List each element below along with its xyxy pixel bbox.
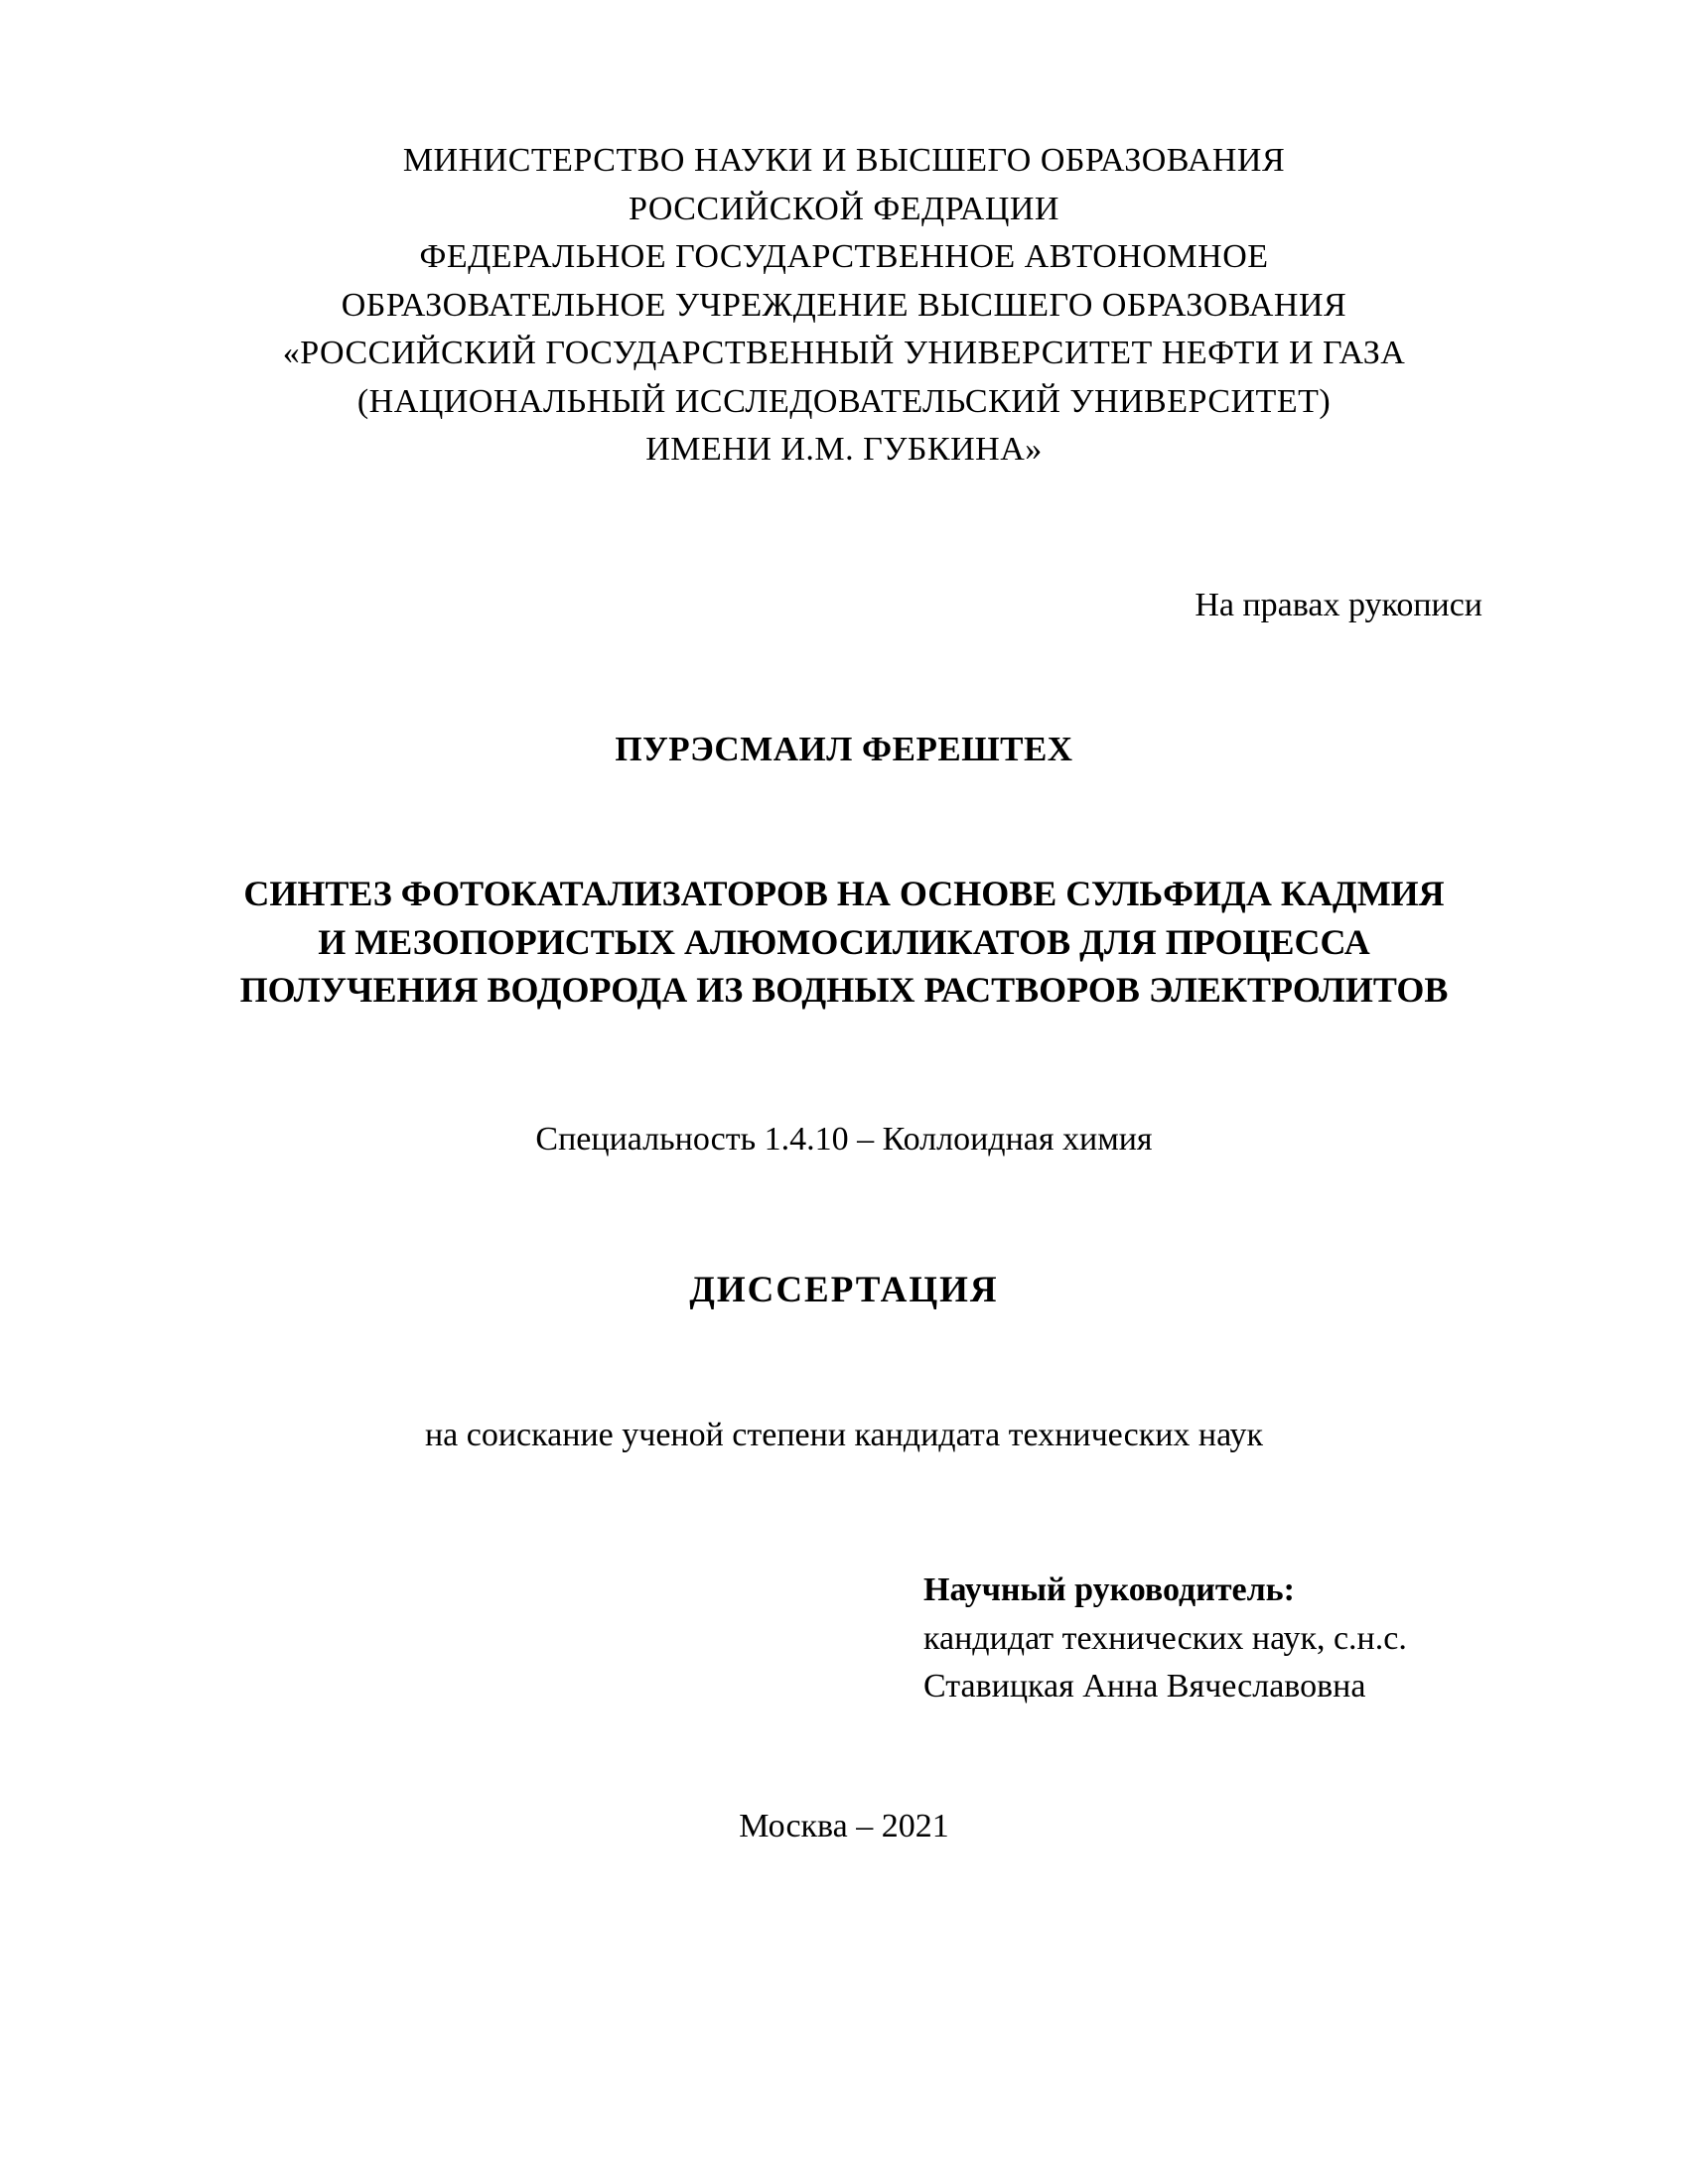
university-line-1: «РОССИЙСКИЙ ГОСУДАРСТВЕННЫЙ УНИВЕРСИТЕТ НЕФТИ И ГАЗА (282, 335, 1406, 371)
title-line-3: ПОЛУЧЕНИЯ ВОДОРОДА ИЗ ВОДНЫХ РАСТВОРОВ ЭЛЕКТРОЛИТОВ (239, 970, 1449, 1010)
city-year-line: Москва – 2021 (739, 1808, 949, 1844)
document-type-label: ДИССЕРТАЦИЯ (689, 1270, 999, 1310)
institution-line-1: ФЕДЕРАЛЬНОЕ ГОСУДАРСТВЕННОЕ АВТОНОМНОЕ (419, 238, 1269, 275)
ministry-line-1: МИНИСТЕРСТВО НАУКИ И ВЫСШЕГО ОБРАЗОВАНИЯ (402, 142, 1286, 179)
author-name: ПУРЭСМАИЛ ФЕРЕШТЕХ (615, 730, 1073, 768)
manuscript-rights-note: На правах рукописи (1195, 587, 1482, 623)
supervisor-degree: кандидат технических наук, с.н.с. (923, 1619, 1407, 1657)
supervisor-name: Ставицкая Анна Вячеславовна (923, 1668, 1366, 1705)
title-line-1: СИНТЕЗ ФОТОКАТАЛИЗАТОРОВ НА ОСНОВЕ СУЛЬФИДА КАДМИЯ (243, 874, 1445, 913)
specialty-line: Специальность 1.4.10 – Коллоидная химия (535, 1121, 1153, 1158)
supervisor-block (923, 1567, 1407, 1711)
degree-purpose-line: на соискание ученой степени кандидата технических наук (424, 1417, 1263, 1453)
university-line-3: ИМЕНИ И.М. ГУБКИНА» (645, 431, 1043, 468)
institution-line-2: ОБРАЗОВАТЕЛЬНОЕ УЧРЕЖДЕНИЕ ВЫСШЕГО ОБРАЗОВАНИЯ (341, 286, 1347, 324)
title-line-2: И МЕЗОПОРИСТЫХ АЛЮМОСИЛИКАТОВ ДЛЯ ПРОЦЕССА (318, 921, 1370, 962)
ministry-line-2: РОССИЙСКОЙ ФЕДРАЦИИ (629, 190, 1059, 227)
ministry-header (0, 137, 1688, 475)
dissertation-title (0, 870, 1688, 1015)
supervisor-label: Научный руководитель: (923, 1571, 1295, 1608)
university-line-2: (НАЦИОНАЛЬНЫЙ ИССЛЕДОВАТЕЛЬСКИЙ УНИВЕРСИТЕТ) (356, 382, 1332, 420)
